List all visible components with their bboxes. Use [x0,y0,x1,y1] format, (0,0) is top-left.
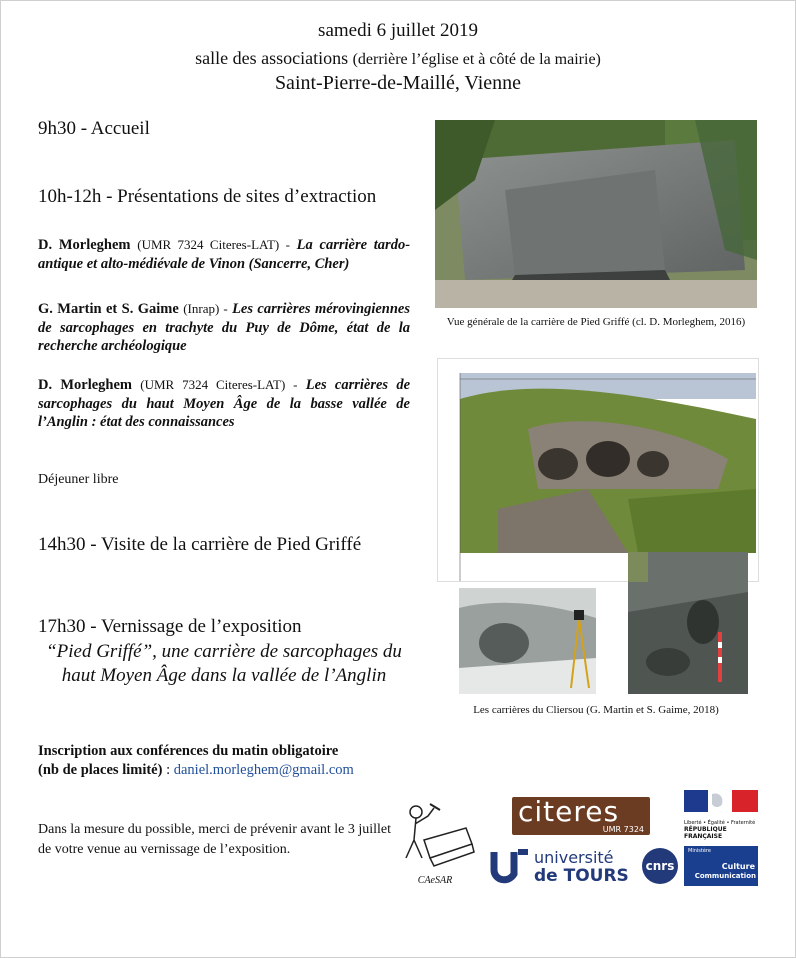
talk-title: Les carrières mérovingiennes de sarcophages en trachyte du Puy de Dôme, état de la recherche archéologique [38,301,411,354]
caesar-logo [394,800,476,886]
registration-line2-wrap [38,761,354,780]
quarry-survey-image [437,358,759,582]
culture-label: Culture [721,862,755,871]
talk-item [38,300,410,356]
exhibition-title: “Pied Griffé”, une carrière de sarcophages du haut Moyen Âge dans la vallée de l’Anglin [46,641,402,686]
registration-block [38,742,354,780]
schedule-morning: 10h-12h - Présentations de sites d’extraction [38,186,377,207]
schedule-vernissage: 17h30 - Vernissage de l’exposition [38,616,302,637]
event-place: Saint-Pierre-de-Maillé, Vienne [274,72,522,94]
event-venue [0,48,796,69]
venue-detail: (derrière l’église et à côté de la mairie) [352,51,601,68]
caesar-label: CAeSAR [417,875,453,886]
talk-title: Les carrières de sarcophages du haut Moyen Âge de la basse vallée de l’Anglin : état des connaissances [38,377,411,430]
talk-item [38,236,410,273]
univ-top: université [534,848,614,867]
citeres-umr: UMR 7324 [602,825,644,834]
schedule-visit: 14h30 - Visite de la carrière de Pied Griffé [38,534,362,555]
talk-title: La carrière tardo-antique et alto-médiévale de Vinon (Sancerre, Cher) [38,237,411,272]
venue-main: salle des associations [195,48,349,68]
talk-speaker: D. Morleghem [38,377,133,393]
schedule-welcome: 9h30 - Accueil [38,118,150,139]
registration-line2: (nb de places limité) [38,762,163,778]
talk-speaker: D. Morleghem [38,237,131,253]
universite-tours-logo [490,846,636,888]
univ-bottom: de TOURS [534,866,629,886]
talk-affiliation: (UMR 7324 Citeres-LAT) - [137,237,290,252]
tours-u-icon [490,846,530,886]
cnrs-logo: cnrs [642,848,678,884]
talk-affiliation: (Inrap) - [183,301,228,316]
communication-label: Communication [694,872,756,880]
email-link[interactable]: daniel.morleghem@gmail.com [173,762,354,778]
rsvp-note: Dans la mesure du possible, merci de prévenir avant le 3 juillet de votre venue au vernissage de l’exposition. [38,822,392,857]
registration-colon: : [162,762,174,778]
stonemason-icon [394,800,476,870]
cliersou-photo-1 [459,588,596,694]
marianne-flag-icon [684,790,758,812]
ministere-culture-logo [684,846,758,886]
registration-line1: Inscription aux conférences du matin obligatoire [38,743,339,759]
schedule-lunch: Déjeuner libre [38,472,119,487]
talk-item [38,376,410,432]
republique-francaise-logo [684,790,758,838]
ministere-label: Ministère [688,848,711,854]
citeres-logo [512,797,650,835]
rf-name: RÉPUBLIQUE FRANÇAISE [684,826,727,840]
talk-speaker: G. Martin et S. Gaime [38,301,179,317]
quarry-photo-pied-griffe [435,120,757,308]
citeres-wordmark: citeres [518,795,620,828]
photo-caption: Les carrières du Cliersou (G. Martin et S. Gaime, 2018) [473,704,719,716]
talk-affiliation: (UMR 7324 Citeres-LAT) - [140,377,298,392]
photo-caption: Vue générale de la carrière de Pied Griffé (cl. D. Morleghem, 2016) [446,316,746,328]
cliersou-photo-2 [628,552,748,694]
rf-motto: Liberté • Égalité • Fraternité [684,820,756,826]
event-date: samedi 6 juillet 2019 [318,20,478,41]
